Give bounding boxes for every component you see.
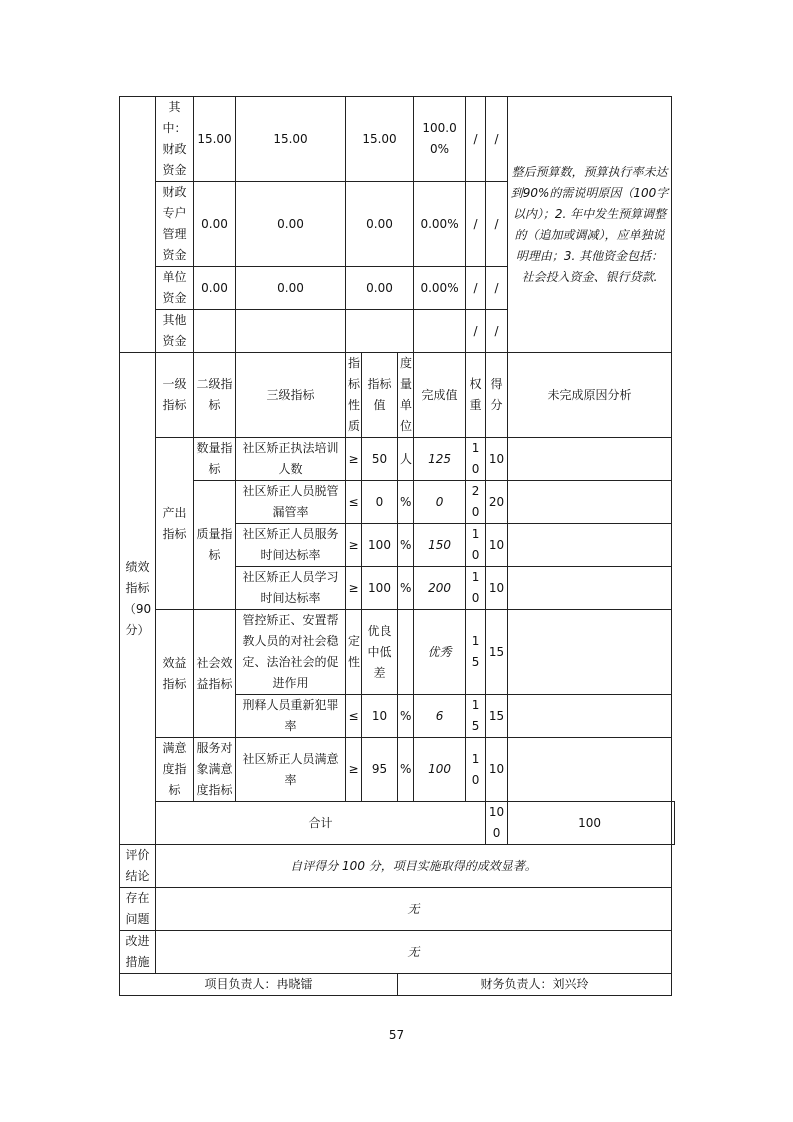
subgroup-quality: 质量指标	[194, 481, 236, 610]
indicator-row	[120, 438, 675, 481]
indicator-name: 社区矫正人员脱管漏管率	[236, 481, 346, 524]
indicator-reason	[508, 695, 672, 738]
indicator-weight: 15	[466, 610, 486, 695]
indicator-name: 管控矫正、安置帮教人员的对社会稳定、法治社会的促进作用	[236, 610, 346, 695]
indicator-weight: 10	[466, 524, 486, 567]
fund-adjusted: 0.00	[236, 182, 346, 267]
fund-executed: 15.00	[346, 97, 414, 182]
improvements-label: 改进措施	[120, 931, 156, 974]
indicator-unit: %	[398, 695, 414, 738]
indicator-score: 10	[486, 524, 508, 567]
fund-label: 其他资金	[156, 310, 194, 353]
performance-table	[119, 96, 675, 996]
subgroup-social: 社会效益指标	[194, 610, 236, 738]
fund-executed: 0.00	[346, 182, 414, 267]
fund-budget: 15.00	[194, 97, 236, 182]
fund-budget	[194, 310, 236, 353]
fund-blank-cell	[120, 97, 156, 353]
fund-rate: 100.00%	[414, 97, 466, 182]
fund-weight: /	[466, 267, 486, 310]
header-nature: 指标性质	[346, 353, 362, 438]
subgroup-service: 服务对象满意度指标	[194, 738, 236, 802]
group-output: 产出指标	[156, 438, 194, 610]
indicator-name: 社区矫正人员满意率	[236, 738, 346, 802]
indicator-nature: 定性	[346, 610, 362, 695]
header-weight: 权重	[466, 353, 486, 438]
total-score: 100	[508, 802, 672, 845]
fund-rate	[414, 310, 466, 353]
header-level2: 二级指标	[194, 353, 236, 438]
indicator-unit: %	[398, 524, 414, 567]
problems-row	[120, 888, 675, 931]
group-satisfaction: 满意度指标	[156, 738, 194, 802]
indicator-value: 10	[362, 695, 398, 738]
project-lead: 项目负责人：冉晓镭	[120, 974, 398, 996]
indicator-row	[120, 481, 675, 524]
group-benefit: 效益指标	[156, 610, 194, 738]
header-value: 指标值	[362, 353, 398, 438]
indicator-reason	[508, 524, 672, 567]
fund-budget: 0.00	[194, 182, 236, 267]
indicator-value: 100	[362, 567, 398, 610]
fund-row	[120, 97, 675, 182]
header-level1: 一级指标	[156, 353, 194, 438]
indicator-unit: 人	[398, 438, 414, 481]
fund-adjusted: 15.00	[236, 97, 346, 182]
header-reason: 未完成原因分析	[508, 353, 672, 438]
evaluation-label: 评价结论	[120, 845, 156, 888]
indicator-nature: ≥	[346, 438, 362, 481]
problems-text: 无	[156, 888, 672, 931]
fund-budget: 0.00	[194, 267, 236, 310]
indicator-weight: 10	[466, 738, 486, 802]
indicator-score: 10	[486, 738, 508, 802]
fund-label: 单位资金	[156, 267, 194, 310]
fund-label: 其中：财政资金	[156, 97, 194, 182]
indicator-done: 150	[414, 524, 466, 567]
header-score: 得分	[486, 353, 508, 438]
total-row	[120, 802, 675, 845]
indicator-weight: 15	[466, 695, 486, 738]
indicator-score: 20	[486, 481, 508, 524]
indicator-nature: ≤	[346, 481, 362, 524]
fund-weight: /	[466, 310, 486, 353]
indicator-reason	[508, 438, 672, 481]
indicator-value: 100	[362, 524, 398, 567]
subgroup-quantity: 数量指标	[194, 438, 236, 481]
improvements-row	[120, 931, 675, 974]
fund-rate: 0.00%	[414, 182, 466, 267]
fund-weight: /	[466, 182, 486, 267]
indicator-value: 优良中低差	[362, 610, 398, 695]
fund-executed	[346, 310, 414, 353]
indicator-reason	[508, 481, 672, 524]
indicator-reason	[508, 567, 672, 610]
indicator-weight: 20	[466, 481, 486, 524]
indicator-done: 优秀	[414, 610, 466, 695]
indicator-nature: ≥	[346, 524, 362, 567]
fund-score: /	[486, 97, 508, 182]
total-reason	[672, 802, 675, 845]
indicator-name: 刑释人员重新犯罪率	[236, 695, 346, 738]
total-weight: 100	[486, 802, 508, 845]
fund-adjusted: 0.00	[236, 267, 346, 310]
improvements-text: 无	[156, 931, 672, 974]
indicator-score: 10	[486, 567, 508, 610]
fund-score: /	[486, 182, 508, 267]
indicator-done: 200	[414, 567, 466, 610]
indicator-reason	[508, 738, 672, 802]
indicator-done: 6	[414, 695, 466, 738]
indicator-weight: 10	[466, 567, 486, 610]
problems-label: 存在问题	[120, 888, 156, 931]
fund-weight: /	[466, 97, 486, 182]
indicator-score: 15	[486, 695, 508, 738]
evaluation-text: 自评得分 100 分，项目实施取得的成效显著。	[156, 845, 672, 888]
indicator-nature: ≤	[346, 695, 362, 738]
header-level3: 三级指标	[236, 353, 346, 438]
indicator-value: 50	[362, 438, 398, 481]
fund-rate: 0.00%	[414, 267, 466, 310]
header-unit: 度量单位	[398, 353, 414, 438]
indicator-header-row	[120, 353, 675, 438]
signature-row	[120, 974, 675, 996]
indicator-unit: %	[398, 738, 414, 802]
indicator-score: 15	[486, 610, 508, 695]
evaluation-row	[120, 845, 675, 888]
fund-score: /	[486, 310, 508, 353]
indicator-score: 10	[486, 438, 508, 481]
indicator-nature: ≥	[346, 738, 362, 802]
indicator-unit: %	[398, 481, 414, 524]
indicator-done: 125	[414, 438, 466, 481]
indicator-value: 95	[362, 738, 398, 802]
page-number: 57	[388, 1028, 405, 1042]
fund-executed: 0.00	[346, 267, 414, 310]
fund-label: 财政专户管理资金	[156, 182, 194, 267]
indicator-done: 100	[414, 738, 466, 802]
finance-lead: 财务负责人：刘兴玲	[398, 974, 672, 996]
fund-adjusted	[236, 310, 346, 353]
perf-label: 绩效指标（90分）	[120, 353, 156, 845]
fund-score: /	[486, 267, 508, 310]
fund-note: 整后预算数，预算执行率未达到90%的需说明原因（100字以内）；2. 年中发生预算调整的（追加或调减），应单独说明理由；3. 其他资金包括：社会投入资金、银行贷款.	[508, 97, 672, 353]
indicator-weight: 10	[466, 438, 486, 481]
indicator-name: 社区矫正人员服务时间达标率	[236, 524, 346, 567]
indicator-name: 社区矫正执法培训人数	[236, 438, 346, 481]
indicator-value: 0	[362, 481, 398, 524]
indicator-done: 0	[414, 481, 466, 524]
total-label: 合计	[156, 802, 486, 845]
indicator-reason	[508, 610, 672, 695]
indicator-row	[120, 738, 675, 802]
indicator-nature: ≥	[346, 567, 362, 610]
indicator-unit	[398, 610, 414, 695]
indicator-unit: %	[398, 567, 414, 610]
indicator-name: 社区矫正人员学习时间达标率	[236, 567, 346, 610]
header-done: 完成值	[414, 353, 466, 438]
indicator-row	[120, 610, 675, 695]
